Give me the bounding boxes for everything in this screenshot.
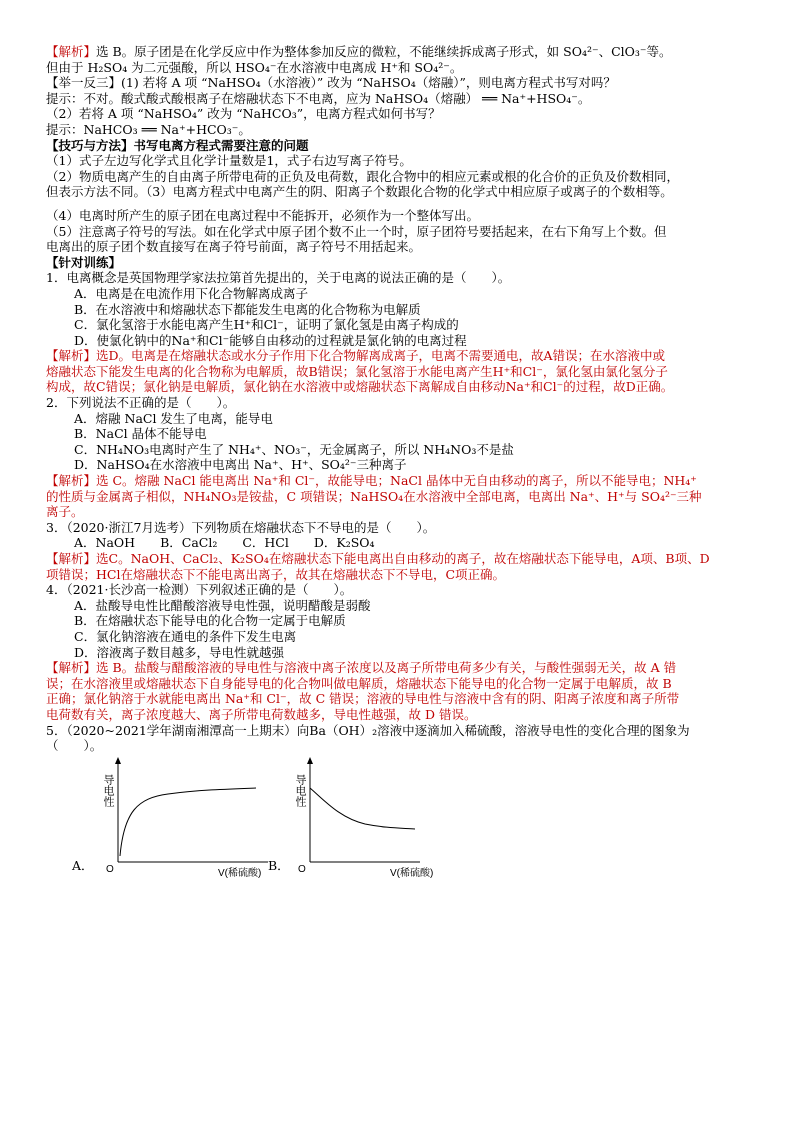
question-4-option-a: A．盐酸导电性比醋酸溶液导电性强，说明醋酸是弱酸	[74, 597, 371, 613]
question-5-graphs	[46, 756, 766, 878]
line-5: （2）若将 A 项 “NaHSO₄” 改为 “NaHCO₃”，电离方程式如何书写？	[46, 106, 441, 122]
line-11: （4）电离时所产生的原子团在电离过程中不能拆开，必须作为一个整体写出。	[46, 207, 479, 223]
graph-a-option-label: A．	[72, 857, 94, 873]
line-12: （5）注意离子符号的写法。如在化学式中原子团个数不止一个时，原子团符号要括起来，在右下角写上个数。但	[46, 223, 667, 239]
graph-b	[290, 756, 450, 878]
graph-b-y-label: 导电性	[294, 773, 306, 807]
answer-2-line-3: 离子。	[46, 504, 84, 520]
graph-b-curve	[310, 788, 415, 829]
analysis-tag: 【解析】	[46, 44, 97, 59]
graph-a-x-label: V(稀硫酸)	[218, 867, 262, 878]
graph-b-origin: O	[298, 863, 306, 875]
question-1-option-d: D．使氯化钠中的Na⁺和Cl⁻能够自由移动的过程就是氯化钠的电离过程	[74, 332, 467, 348]
answer-4-line-2: 误；在水溶液里或熔融状态下自身能导电的化合物叫做电解质，熔融状态下能导电的化合物一定属于电解质，故 B	[46, 675, 672, 691]
line-9: （2）物质电离产生的自由离子所带电荷的正负及电荷数，跟化合物中的相应元素或根的化合价的正负及价数相同，	[46, 168, 679, 184]
question-2-option-d: D．NaHSO₄在水溶液中电离出 Na⁺、H⁺、SO₄²⁻三种离子	[74, 457, 407, 473]
question-1: 1．电离概念是英国物理学家法拉第首先提出的，关于电离的说法正确的是（ ）。	[46, 270, 511, 286]
line-10: 但表示方法不同。（3）电离方程式中电离产生的阴、阳离子个数跟化合物的化学式中相应原子或离子的个数相等。	[46, 184, 673, 200]
line-6: 提示：NaHCO₃ ══ Na⁺+HCO₃⁻。	[46, 121, 251, 137]
answer-2-line-2: 的性质与金属离子相似，NH₄NO₃是铵盐，C 项错误；NaHSO₄在水溶液中全部电离，电离出 Na⁺、H⁺与 SO₄²⁻三种	[46, 488, 702, 504]
answer-1-line-2: 熔融状态下能发生电离的化合物称为电解质，故B错误；氯化氢溶于水能电离产生H⁺和Cl⁻，氯化氢由氯化氢分子	[46, 363, 668, 379]
graph-b-option-label: B．	[268, 857, 290, 873]
question-3-options: A．NaOH B．CaCl₂ C．HCl D．K₂SO₄	[74, 535, 375, 551]
question-1-option-c: C．氯化氢溶于水能电离产生H⁺和Cl⁻，证明了氯化氢是由离子构成的	[74, 317, 459, 333]
graph-a-y-arrow	[115, 757, 121, 764]
question-2: 2．下列说法不正确的是（ ）。	[46, 395, 236, 411]
section-heading-tips: 【技巧与方法】书写电离方程式需要注意的问题	[46, 137, 309, 153]
question-4: 4．（2021·长沙高一检测）下列叙述正确的是（ ）。	[46, 582, 353, 598]
question-4-option-b: B．在熔融状态下能导电的化合物一定属于电解质	[74, 613, 346, 629]
question-4-option-c: C．氯化钠溶液在通电的条件下发生电离	[74, 628, 297, 644]
graph-b-y-arrow	[307, 757, 313, 764]
section-heading-training: 【针对训练】	[46, 254, 122, 270]
question-2-option-b: B．NaCl 晶体不能导电	[74, 426, 207, 442]
answer-4-line-4: 电荷数有关，离子浓度越大、离子所带电荷数越多，导电性越强，故 D 错误。	[46, 706, 477, 722]
line-2: 但由于 H₂SO₄ 为二元强酸，所以 HSO₄⁻在水溶液中电离成 H⁺和 SO₄²⁻。	[46, 59, 463, 75]
graph-a	[98, 756, 288, 878]
line-8: （1）式子左边写化学式且化学计量数是1，式子右边写离子符号。	[46, 153, 412, 169]
line-1: 【解析】选 B。原子团是在化学反应中作为整体参加反应的微粒，不能继续拆成离子形式，如 SO₄²⁻、ClO₃⁻等。	[46, 44, 672, 59]
answer-3-line-2: 项错误；HCl在熔融状态下不能电离出离子，故其在熔融状态下不导电，C项正确。	[46, 566, 506, 582]
graph-a-curve	[120, 788, 256, 856]
answer-4-line-3: 正确；氯化钠溶于水就能电离出 Na⁺和 Cl⁻，故 C 错误；溶液的导电性与溶液中含有的阴、阳离子浓度和离子所带	[46, 691, 680, 707]
question-1-option-b: B．在水溶液中和熔融状态下都能发生电离的化合物称为电解质	[74, 301, 421, 317]
question-5-line-1: 5．（2020~2021学年湖南湘潭高一上期末）向Ba（OH）₂溶液中逐滴加入稀硫酸，溶液导电性的变化合理的图象为	[46, 722, 690, 738]
answer-1-line-1: 【解析】选D。电离是在熔融状态或水分子作用下化合物解离成离子，电离不需要通电，故A错误；在水溶液中或	[46, 348, 666, 364]
document-body	[46, 44, 766, 878]
line-4: 提示：不对。酸式酸式酸根离子在熔融状态下不电离，应为 NaHSO₄（熔融） ══ Na⁺+HSO₄⁻。	[46, 90, 591, 106]
line-3: 【举一反三】(1) 若将 A 项 “NaHSO₄（水溶液）” 改为 “NaHSO₄（熔融）”，则电离方程式书写对吗？	[46, 75, 616, 91]
line-13: 电离出的原子团个数直接写在离子符号前面，离子符号不用括起来。	[46, 239, 422, 255]
graph-a-origin: O	[106, 863, 114, 875]
answer-3-line-1: 【解析】选C。NaOH、CaCl₂、K₂SO₄在熔融状态下能电离出自由移动的离子，故在熔融状态下能导电，A项、B项、D	[46, 551, 710, 566]
answer-2-line-1: 【解析】选 C。熔融 NaCl 能电离出 Na⁺和 Cl⁻，故能导电；NaCl 晶体中无自由移动的离子，所以不能导电；NH₄⁺	[46, 473, 697, 489]
graph-a-y-label: 导电性	[102, 773, 114, 807]
question-2-option-c: C．NH₄NO₃电离时产生了 NH₄⁺、NO₃⁻，无金属离子，所以 NH₄NO₃不是盐	[74, 441, 514, 457]
question-5-line-2: （ ）。	[46, 738, 103, 754]
answer-4-line-1: 【解析】选 B。盐酸与醋酸溶液的导电性与溶液中离子浓度以及离子所带电荷多少有关，与酸性强弱无关，故 A 错	[46, 660, 677, 676]
answer-1-line-3: 构成，故C错误；氯化钠是电解质，氯化钠在水溶液中或熔融状态下离解成自由移动Na⁺和Cl⁻的过程，故D正确。	[46, 379, 674, 395]
question-2-option-a: A．熔融 NaCl 发生了电离，能导电	[74, 410, 273, 426]
question-3: 3．（2020·浙江7月选考）下列物质在熔融状态下不导电的是（ ）。	[46, 519, 436, 535]
question-1-option-a: A．电离是在电流作用下化合物解离成离子	[74, 285, 309, 301]
question-4-option-d: D．溶液离子数目越多，导电性就越强	[74, 644, 285, 660]
graph-b-x-label: V(稀硫酸)	[390, 867, 434, 878]
